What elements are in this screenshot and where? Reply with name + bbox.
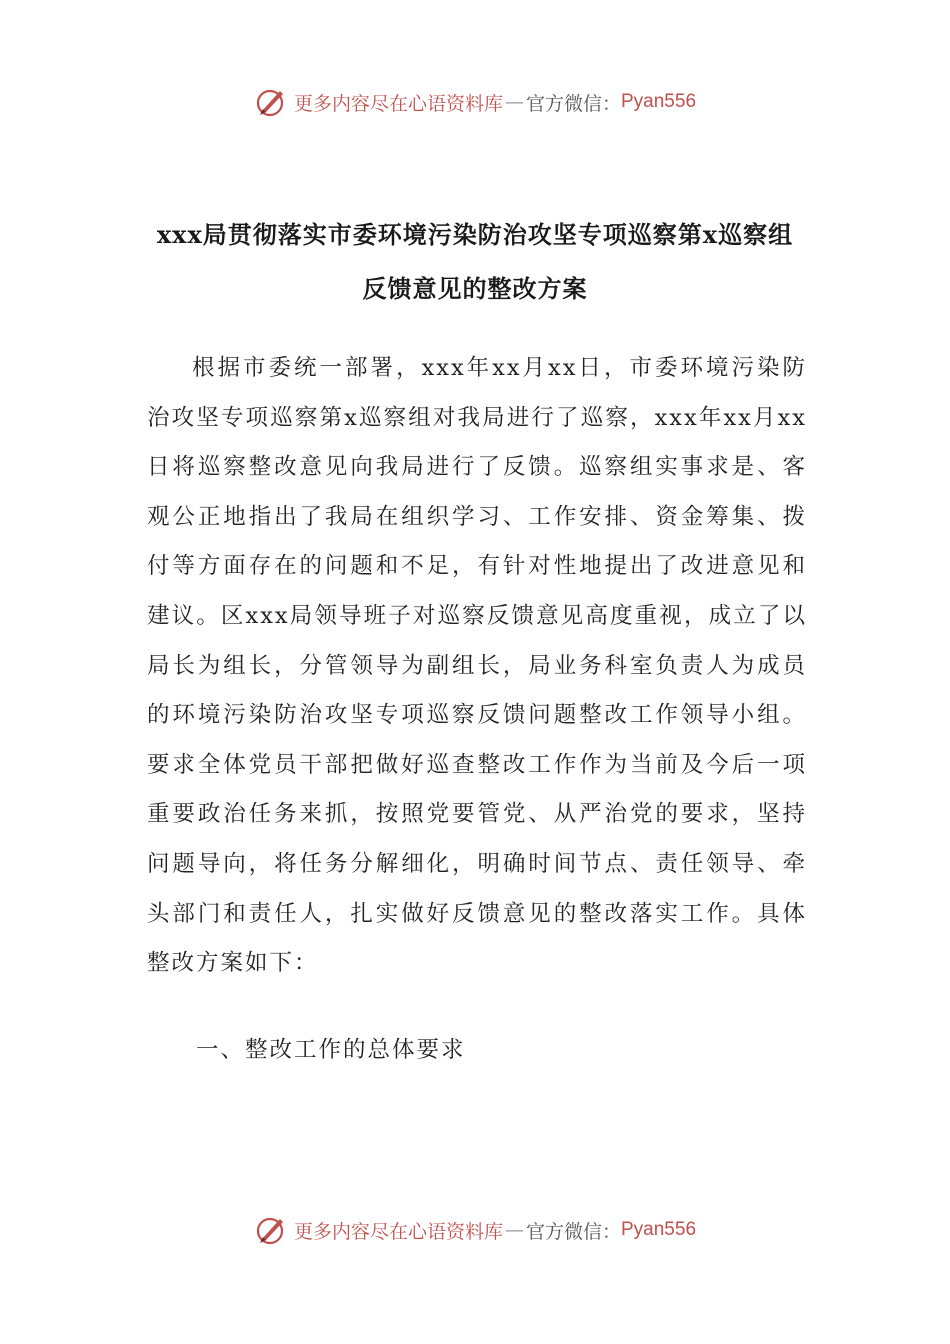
footer-watermark-banner [0, 1210, 950, 1250]
header-watermark-banner [0, 82, 950, 122]
banner-dash: — [504, 91, 524, 113]
wechat-handle: Pyan556 [621, 1219, 697, 1240]
quill-logo-icon [254, 1213, 288, 1247]
wechat-label: 官方微信： [525, 92, 621, 115]
wechat-handle: Pyan556 [621, 91, 697, 112]
banner-dash: — [504, 1219, 524, 1241]
wechat-label: 官方微信： [525, 1220, 621, 1243]
section-heading-1: 一、整改工作的总体要求 [196, 1037, 466, 1063]
title-line-1: xxx局贯彻落实市委环境污染防治攻坚专项巡察第x巡察组 [156, 220, 794, 249]
quill-logo-icon [254, 85, 288, 119]
brand-text: 更多内容尽在心语资料库 [293, 1220, 503, 1243]
brand-text: 更多内容尽在心语资料库 [293, 92, 503, 115]
body-paragraph: 根据市委统一部署，xxx年xx月xx日，市委环境污染防治攻坚专项巡察第x巡察组对我局进行了巡察，xxx年xx月xx日将巡察整改意见向我局进行了反馈。巡察组实事求是、客观公正地指出了我局在组织学习、工作安排、资金筹集、拨付等方面存在的问题和不足，有针对性地提出了改进意见和建议。区xxx局领导班子对巡察反馈意见高度重视，成立了以局长为组长，分管领导为副组长，局业务科室负责人为成员的环境污染防治攻坚专项巡察反馈问题整改工作领导小组。要求全体党员干部把做好巡查整改工作作为当前及今后一项重要政治任务来抓，按照党要管党、从严治党的要求，坚持问题导向，将任务分解细化，明确时间节点、责任领导、牵头部门和责任人，扎实做好反馈意见的整改落实工作。具体整改方案如下： [147, 355, 807, 977]
title-line-2: 反馈意见的整改方案 [362, 274, 588, 303]
document-title [140, 208, 810, 316]
